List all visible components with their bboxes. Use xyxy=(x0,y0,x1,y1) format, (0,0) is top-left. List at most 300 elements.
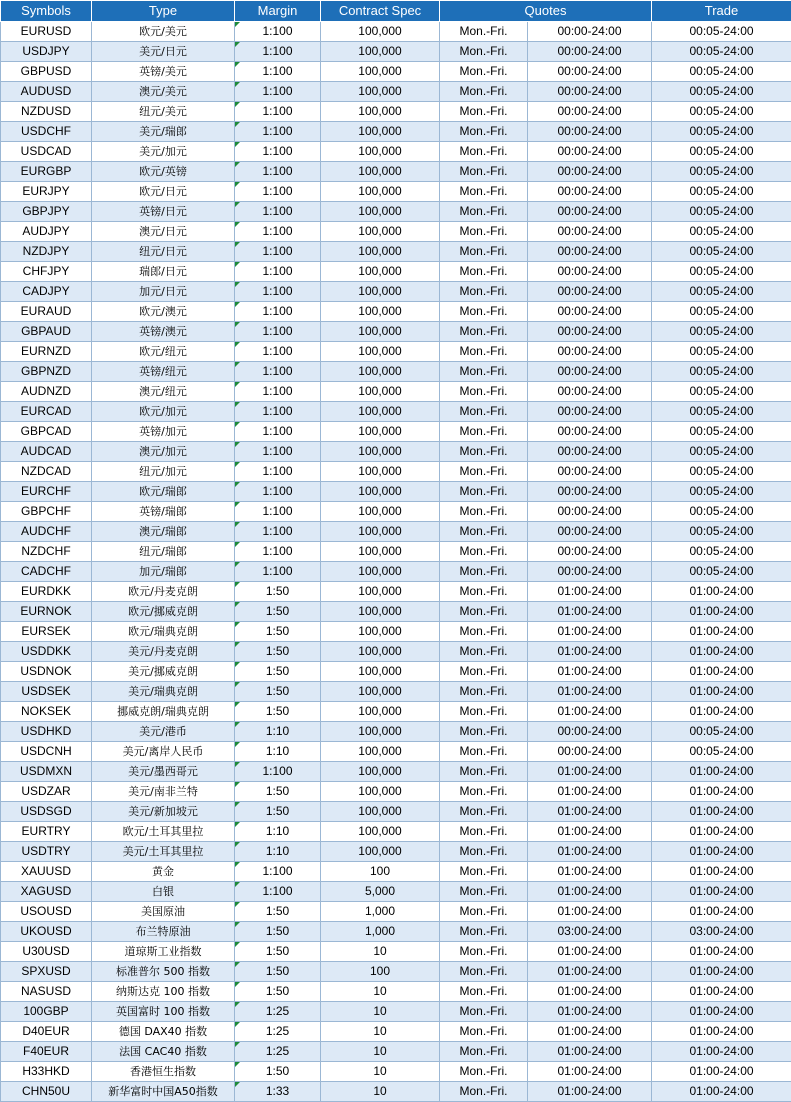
contract-spec-cell: 100,000 xyxy=(321,542,440,562)
trade-hours-cell: 00:05-24:00 xyxy=(652,422,791,442)
trade-hours-cell: 00:05-24:00 xyxy=(652,142,791,162)
contract-spec-cell: 100,000 xyxy=(321,762,440,782)
symbol-cell: CHFJPY xyxy=(1,262,92,282)
trade-hours-cell: 01:00-24:00 xyxy=(652,962,791,982)
quote-hours-cell: 00:00-24:00 xyxy=(528,542,652,562)
margin-cell: 1:50 xyxy=(235,802,321,822)
trade-hours-cell: 01:00-24:00 xyxy=(652,1042,791,1062)
trade-hours-cell: 00:05-24:00 xyxy=(652,222,791,242)
contract-spec-cell: 10 xyxy=(321,982,440,1002)
quote-hours-cell: 00:00-24:00 xyxy=(528,562,652,582)
quote-days-cell: Mon.-Fri. xyxy=(440,22,528,42)
quote-hours-cell: 00:00-24:00 xyxy=(528,422,652,442)
table-row xyxy=(1,722,791,742)
quote-days-cell: Mon.-Fri. xyxy=(440,962,528,982)
trade-hours-cell: 00:05-24:00 xyxy=(652,402,791,422)
table-row xyxy=(1,142,791,162)
header-row xyxy=(1,1,791,22)
table-row xyxy=(1,782,791,802)
type-cell: 英国富时 100 指数 xyxy=(92,1002,235,1022)
symbol-cell: XAGUSD xyxy=(1,882,92,902)
quote-days-cell: Mon.-Fri. xyxy=(440,462,528,482)
type-cell: 欧元/纽元 xyxy=(92,342,235,362)
margin-cell: 1:50 xyxy=(235,782,321,802)
quote-hours-cell: 00:00-24:00 xyxy=(528,22,652,42)
margin-cell: 1:50 xyxy=(235,962,321,982)
quote-days-cell: Mon.-Fri. xyxy=(440,982,528,1002)
symbol-cell: EURCAD xyxy=(1,402,92,422)
margin-cell: 1:50 xyxy=(235,982,321,1002)
quote-hours-cell: 01:00-24:00 xyxy=(528,782,652,802)
symbol-cell: CHN50U xyxy=(1,1082,92,1102)
trade-hours-cell: 00:05-24:00 xyxy=(652,442,791,462)
contract-spec-cell: 10 xyxy=(321,1022,440,1042)
quote-hours-cell: 00:00-24:00 xyxy=(528,462,652,482)
table-row xyxy=(1,382,791,402)
margin-cell: 1:50 xyxy=(235,1062,321,1082)
table-row xyxy=(1,302,791,322)
margin-cell: 1:100 xyxy=(235,502,321,522)
contract-spec-cell: 10 xyxy=(321,1042,440,1062)
quote-days-cell: Mon.-Fri. xyxy=(440,702,528,722)
contract-spec-cell: 1,000 xyxy=(321,902,440,922)
table-row xyxy=(1,922,791,942)
quote-days-cell: Mon.-Fri. xyxy=(440,1062,528,1082)
quote-hours-cell: 00:00-24:00 xyxy=(528,102,652,122)
quote-days-cell: Mon.-Fri. xyxy=(440,82,528,102)
type-cell: 香港恒生指数 xyxy=(92,1062,235,1082)
quote-hours-cell: 03:00-24:00 xyxy=(528,922,652,942)
margin-cell: 1:100 xyxy=(235,562,321,582)
trade-hours-cell: 00:05-24:00 xyxy=(652,362,791,382)
quote-hours-cell: 00:00-24:00 xyxy=(528,482,652,502)
header-contract-spec: Contract Spec xyxy=(321,1,440,22)
margin-cell: 1:100 xyxy=(235,162,321,182)
type-cell: 美国原油 xyxy=(92,902,235,922)
quote-days-cell: Mon.-Fri. xyxy=(440,1022,528,1042)
symbol-cell: 100GBP xyxy=(1,1002,92,1022)
margin-cell: 1:50 xyxy=(235,622,321,642)
quote-days-cell: Mon.-Fri. xyxy=(440,1042,528,1062)
margin-cell: 1:50 xyxy=(235,602,321,622)
trade-hours-cell: 01:00-24:00 xyxy=(652,682,791,702)
contract-spec-cell: 100,000 xyxy=(321,702,440,722)
contract-spec-cell: 100,000 xyxy=(321,422,440,442)
trade-hours-cell: 00:05-24:00 xyxy=(652,182,791,202)
symbol-cell: AUDUSD xyxy=(1,82,92,102)
quote-days-cell: Mon.-Fri. xyxy=(440,502,528,522)
margin-cell: 1:100 xyxy=(235,422,321,442)
symbol-cell: EURUSD xyxy=(1,22,92,42)
symbol-cell: U30USD xyxy=(1,942,92,962)
quote-hours-cell: 01:00-24:00 xyxy=(528,1022,652,1042)
table-row xyxy=(1,682,791,702)
quote-days-cell: Mon.-Fri. xyxy=(440,922,528,942)
type-cell: 澳元/纽元 xyxy=(92,382,235,402)
quote-days-cell: Mon.-Fri. xyxy=(440,942,528,962)
quote-days-cell: Mon.-Fri. xyxy=(440,742,528,762)
margin-cell: 1:50 xyxy=(235,662,321,682)
quote-days-cell: Mon.-Fri. xyxy=(440,422,528,442)
contract-spec-cell: 100,000 xyxy=(321,722,440,742)
type-cell: 英镑/美元 xyxy=(92,62,235,82)
type-cell: 加元/日元 xyxy=(92,282,235,302)
quote-days-cell: Mon.-Fri. xyxy=(440,362,528,382)
type-cell: 澳元/瑞郎 xyxy=(92,522,235,542)
table-row xyxy=(1,242,791,262)
symbol-cell: EURCHF xyxy=(1,482,92,502)
quote-hours-cell: 00:00-24:00 xyxy=(528,182,652,202)
symbol-cell: AUDCHF xyxy=(1,522,92,542)
type-cell: 美元/南非兰特 xyxy=(92,782,235,802)
table-row xyxy=(1,322,791,342)
type-cell: 欧元/澳元 xyxy=(92,302,235,322)
trade-hours-cell: 01:00-24:00 xyxy=(652,982,791,1002)
margin-cell: 1:100 xyxy=(235,222,321,242)
table-row xyxy=(1,522,791,542)
margin-cell: 1:10 xyxy=(235,742,321,762)
type-cell: 英镑/加元 xyxy=(92,422,235,442)
type-cell: 欧元/英镑 xyxy=(92,162,235,182)
table-row xyxy=(1,602,791,622)
quote-hours-cell: 00:00-24:00 xyxy=(528,522,652,542)
quote-days-cell: Mon.-Fri. xyxy=(440,342,528,362)
margin-cell: 1:50 xyxy=(235,582,321,602)
type-cell: 英镑/澳元 xyxy=(92,322,235,342)
trade-hours-cell: 01:00-24:00 xyxy=(652,602,791,622)
quote-hours-cell: 01:00-24:00 xyxy=(528,942,652,962)
contract-spec-cell: 5,000 xyxy=(321,882,440,902)
type-cell: 瑞郎/日元 xyxy=(92,262,235,282)
trade-hours-cell: 00:05-24:00 xyxy=(652,562,791,582)
quote-hours-cell: 01:00-24:00 xyxy=(528,662,652,682)
quote-hours-cell: 01:00-24:00 xyxy=(528,602,652,622)
type-cell: 法国 CAC40 指数 xyxy=(92,1042,235,1062)
contract-spec-cell: 100,000 xyxy=(321,522,440,542)
symbol-cell: USOUSD xyxy=(1,902,92,922)
symbol-cell: CADCHF xyxy=(1,562,92,582)
trade-hours-cell: 00:05-24:00 xyxy=(652,482,791,502)
table-row xyxy=(1,842,791,862)
quote-hours-cell: 01:00-24:00 xyxy=(528,962,652,982)
margin-cell: 1:50 xyxy=(235,942,321,962)
quote-days-cell: Mon.-Fri. xyxy=(440,142,528,162)
table-row xyxy=(1,462,791,482)
contract-spec-cell: 100,000 xyxy=(321,282,440,302)
trade-hours-cell: 01:00-24:00 xyxy=(652,842,791,862)
contract-spec-cell: 100,000 xyxy=(321,742,440,762)
symbol-cell: GBPCAD xyxy=(1,422,92,442)
type-cell: 黄金 xyxy=(92,862,235,882)
trade-hours-cell: 00:05-24:00 xyxy=(652,462,791,482)
contract-spec-cell: 100,000 xyxy=(321,782,440,802)
margin-cell: 1:100 xyxy=(235,262,321,282)
table-row xyxy=(1,622,791,642)
quote-days-cell: Mon.-Fri. xyxy=(440,402,528,422)
contract-spec-cell: 100,000 xyxy=(321,62,440,82)
table-row xyxy=(1,42,791,62)
type-cell: 美元/瑞典克朗 xyxy=(92,682,235,702)
contract-spec-cell: 100,000 xyxy=(321,42,440,62)
type-cell: 纽元/日元 xyxy=(92,242,235,262)
quote-hours-cell: 00:00-24:00 xyxy=(528,302,652,322)
quote-days-cell: Mon.-Fri. xyxy=(440,602,528,622)
contract-spec-cell: 100,000 xyxy=(321,442,440,462)
symbol-cell: USDNOK xyxy=(1,662,92,682)
contract-spec-cell: 100,000 xyxy=(321,582,440,602)
quote-days-cell: Mon.-Fri. xyxy=(440,1002,528,1022)
contract-spec-cell: 100,000 xyxy=(321,462,440,482)
quote-hours-cell: 00:00-24:00 xyxy=(528,222,652,242)
trade-hours-cell: 01:00-24:00 xyxy=(652,1062,791,1082)
table-row xyxy=(1,122,791,142)
table-row xyxy=(1,162,791,182)
quote-hours-cell: 01:00-24:00 xyxy=(528,902,652,922)
contract-spec-cell: 10 xyxy=(321,942,440,962)
margin-cell: 1:100 xyxy=(235,882,321,902)
contract-spec-cell: 100 xyxy=(321,862,440,882)
quote-days-cell: Mon.-Fri. xyxy=(440,202,528,222)
contract-spec-cell: 100,000 xyxy=(321,242,440,262)
symbol-cell: NZDCHF xyxy=(1,542,92,562)
trade-hours-cell: 00:05-24:00 xyxy=(652,542,791,562)
quote-hours-cell: 00:00-24:00 xyxy=(528,322,652,342)
symbol-cell: USDSEK xyxy=(1,682,92,702)
quote-hours-cell: 01:00-24:00 xyxy=(528,862,652,882)
quote-hours-cell: 00:00-24:00 xyxy=(528,362,652,382)
symbol-cell: USDDKK xyxy=(1,642,92,662)
trade-hours-cell: 00:05-24:00 xyxy=(652,162,791,182)
table-row xyxy=(1,822,791,842)
symbol-cell: USDZAR xyxy=(1,782,92,802)
margin-cell: 1:100 xyxy=(235,482,321,502)
trade-hours-cell: 01:00-24:00 xyxy=(652,582,791,602)
table-row xyxy=(1,882,791,902)
trade-hours-cell: 01:00-24:00 xyxy=(652,782,791,802)
type-cell: 美元/墨西哥元 xyxy=(92,762,235,782)
contract-spec-cell: 100,000 xyxy=(321,102,440,122)
trade-hours-cell: 00:05-24:00 xyxy=(652,42,791,62)
type-cell: 新华富时中国A50指数 xyxy=(92,1082,235,1102)
margin-cell: 1:100 xyxy=(235,862,321,882)
table-row xyxy=(1,362,791,382)
quote-hours-cell: 00:00-24:00 xyxy=(528,502,652,522)
margin-cell: 1:100 xyxy=(235,462,321,482)
type-cell: 欧元/瑞典克朗 xyxy=(92,622,235,642)
margin-cell: 1:50 xyxy=(235,902,321,922)
symbol-cell: CADJPY xyxy=(1,282,92,302)
symbol-cell: USDHKD xyxy=(1,722,92,742)
margin-cell: 1:100 xyxy=(235,342,321,362)
margin-cell: 1:100 xyxy=(235,762,321,782)
quote-hours-cell: 01:00-24:00 xyxy=(528,702,652,722)
margin-cell: 1:50 xyxy=(235,702,321,722)
contract-spec-cell: 10 xyxy=(321,1002,440,1022)
contract-spec-cell: 100,000 xyxy=(321,382,440,402)
symbol-cell: EURDKK xyxy=(1,582,92,602)
table-row xyxy=(1,942,791,962)
table-row xyxy=(1,982,791,1002)
trade-hours-cell: 00:05-24:00 xyxy=(652,62,791,82)
type-cell: 美元/离岸人民币 xyxy=(92,742,235,762)
quote-days-cell: Mon.-Fri. xyxy=(440,522,528,542)
type-cell: 欧元/瑞郎 xyxy=(92,482,235,502)
margin-cell: 1:100 xyxy=(235,102,321,122)
quote-hours-cell: 00:00-24:00 xyxy=(528,42,652,62)
symbol-cell: USDMXN xyxy=(1,762,92,782)
trade-hours-cell: 00:05-24:00 xyxy=(652,742,791,762)
quote-hours-cell: 00:00-24:00 xyxy=(528,262,652,282)
margin-cell: 1:100 xyxy=(235,82,321,102)
table-row xyxy=(1,442,791,462)
contract-spec-cell: 100,000 xyxy=(321,302,440,322)
header-quotes: Quotes xyxy=(440,1,652,22)
quote-days-cell: Mon.-Fri. xyxy=(440,802,528,822)
quote-hours-cell: 00:00-24:00 xyxy=(528,202,652,222)
symbol-cell: AUDJPY xyxy=(1,222,92,242)
table-row xyxy=(1,1042,791,1062)
quote-days-cell: Mon.-Fri. xyxy=(440,42,528,62)
quote-hours-cell: 00:00-24:00 xyxy=(528,402,652,422)
type-cell: 挪威克朗/瑞典克朗 xyxy=(92,702,235,722)
table-row xyxy=(1,542,791,562)
trade-hours-cell: 00:05-24:00 xyxy=(652,102,791,122)
table-row xyxy=(1,802,791,822)
trade-hours-cell: 00:05-24:00 xyxy=(652,382,791,402)
contract-spec-cell: 100,000 xyxy=(321,802,440,822)
margin-cell: 1:10 xyxy=(235,822,321,842)
contract-spec-cell: 100,000 xyxy=(321,342,440,362)
type-cell: 英镑/日元 xyxy=(92,202,235,222)
trade-hours-cell: 03:00-24:00 xyxy=(652,922,791,942)
table-row xyxy=(1,262,791,282)
trade-hours-cell: 00:05-24:00 xyxy=(652,322,791,342)
trade-hours-cell: 01:00-24:00 xyxy=(652,902,791,922)
quote-days-cell: Mon.-Fri. xyxy=(440,482,528,502)
trade-hours-cell: 00:05-24:00 xyxy=(652,722,791,742)
margin-cell: 1:10 xyxy=(235,842,321,862)
quote-hours-cell: 01:00-24:00 xyxy=(528,582,652,602)
quote-days-cell: Mon.-Fri. xyxy=(440,882,528,902)
type-cell: 美元/土耳其里拉 xyxy=(92,842,235,862)
trade-hours-cell: 01:00-24:00 xyxy=(652,622,791,642)
contract-spec-cell: 100,000 xyxy=(321,842,440,862)
symbol-cell: NZDJPY xyxy=(1,242,92,262)
trade-hours-cell: 00:05-24:00 xyxy=(652,242,791,262)
quote-days-cell: Mon.-Fri. xyxy=(440,682,528,702)
symbol-cell: NASUSD xyxy=(1,982,92,1002)
contract-spec-cell: 100,000 xyxy=(321,642,440,662)
table-row xyxy=(1,182,791,202)
quote-hours-cell: 01:00-24:00 xyxy=(528,1002,652,1022)
table-row xyxy=(1,102,791,122)
contract-spec-cell: 100,000 xyxy=(321,482,440,502)
contract-spec-cell: 100,000 xyxy=(321,562,440,582)
margin-cell: 1:100 xyxy=(235,142,321,162)
header-trade: Trade xyxy=(652,1,791,22)
type-cell: 纽元/美元 xyxy=(92,102,235,122)
contract-spec-cell: 100,000 xyxy=(321,122,440,142)
quote-days-cell: Mon.-Fri. xyxy=(440,582,528,602)
quote-days-cell: Mon.-Fri. xyxy=(440,822,528,842)
symbol-cell: AUDNZD xyxy=(1,382,92,402)
contract-spec-cell: 100,000 xyxy=(321,182,440,202)
table-row xyxy=(1,902,791,922)
contract-spec-cell: 100,000 xyxy=(321,602,440,622)
table-row xyxy=(1,422,791,442)
type-cell: 美元/新加坡元 xyxy=(92,802,235,822)
quote-days-cell: Mon.-Fri. xyxy=(440,762,528,782)
quote-days-cell: Mon.-Fri. xyxy=(440,222,528,242)
quote-hours-cell: 00:00-24:00 xyxy=(528,742,652,762)
quote-hours-cell: 01:00-24:00 xyxy=(528,762,652,782)
contract-spec-cell: 10 xyxy=(321,1062,440,1082)
table-row xyxy=(1,582,791,602)
quote-hours-cell: 01:00-24:00 xyxy=(528,642,652,662)
quote-days-cell: Mon.-Fri. xyxy=(440,1082,528,1102)
symbol-cell: EURNZD xyxy=(1,342,92,362)
symbol-cell: USDCNH xyxy=(1,742,92,762)
symbol-cell: EURJPY xyxy=(1,182,92,202)
symbol-cell: GBPNZD xyxy=(1,362,92,382)
quote-days-cell: Mon.-Fri. xyxy=(440,382,528,402)
trade-hours-cell: 00:05-24:00 xyxy=(652,282,791,302)
quote-days-cell: Mon.-Fri. xyxy=(440,162,528,182)
type-cell: 欧元/土耳其里拉 xyxy=(92,822,235,842)
table-row xyxy=(1,762,791,782)
symbol-cell: GBPAUD xyxy=(1,322,92,342)
quote-days-cell: Mon.-Fri. xyxy=(440,242,528,262)
symbol-cell: GBPUSD xyxy=(1,62,92,82)
quote-days-cell: Mon.-Fri. xyxy=(440,282,528,302)
trade-hours-cell: 01:00-24:00 xyxy=(652,1082,791,1102)
quote-days-cell: Mon.-Fri. xyxy=(440,262,528,282)
quote-days-cell: Mon.-Fri. xyxy=(440,442,528,462)
symbol-cell: EURAUD xyxy=(1,302,92,322)
symbol-cell: USDJPY xyxy=(1,42,92,62)
trade-hours-cell: 00:05-24:00 xyxy=(652,342,791,362)
trade-hours-cell: 01:00-24:00 xyxy=(652,642,791,662)
margin-cell: 1:25 xyxy=(235,1042,321,1062)
quote-days-cell: Mon.-Fri. xyxy=(440,782,528,802)
type-cell: 美元/日元 xyxy=(92,42,235,62)
quote-days-cell: Mon.-Fri. xyxy=(440,102,528,122)
header-margin: Margin xyxy=(235,1,321,22)
trade-hours-cell: 01:00-24:00 xyxy=(652,662,791,682)
contract-spec-cell: 100,000 xyxy=(321,22,440,42)
symbol-cell: AUDCAD xyxy=(1,442,92,462)
symbol-cell: EURSEK xyxy=(1,622,92,642)
quote-hours-cell: 01:00-24:00 xyxy=(528,682,652,702)
margin-cell: 1:100 xyxy=(235,362,321,382)
contract-spec-cell: 100,000 xyxy=(321,402,440,422)
table-row xyxy=(1,1002,791,1022)
symbol-cell: NOKSEK xyxy=(1,702,92,722)
type-cell: 纳斯达克 100 指数 xyxy=(92,982,235,1002)
symbol-cell: GBPJPY xyxy=(1,202,92,222)
quote-days-cell: Mon.-Fri. xyxy=(440,562,528,582)
type-cell: 欧元/丹麦克朗 xyxy=(92,582,235,602)
table-row xyxy=(1,642,791,662)
table-row xyxy=(1,22,791,42)
symbol-cell: XAUUSD xyxy=(1,862,92,882)
symbol-cell: H33HKD xyxy=(1,1062,92,1082)
margin-cell: 1:33 xyxy=(235,1082,321,1102)
quote-days-cell: Mon.-Fri. xyxy=(440,842,528,862)
symbol-cell: NZDUSD xyxy=(1,102,92,122)
quote-hours-cell: 01:00-24:00 xyxy=(528,1082,652,1102)
trade-hours-cell: 00:05-24:00 xyxy=(652,522,791,542)
